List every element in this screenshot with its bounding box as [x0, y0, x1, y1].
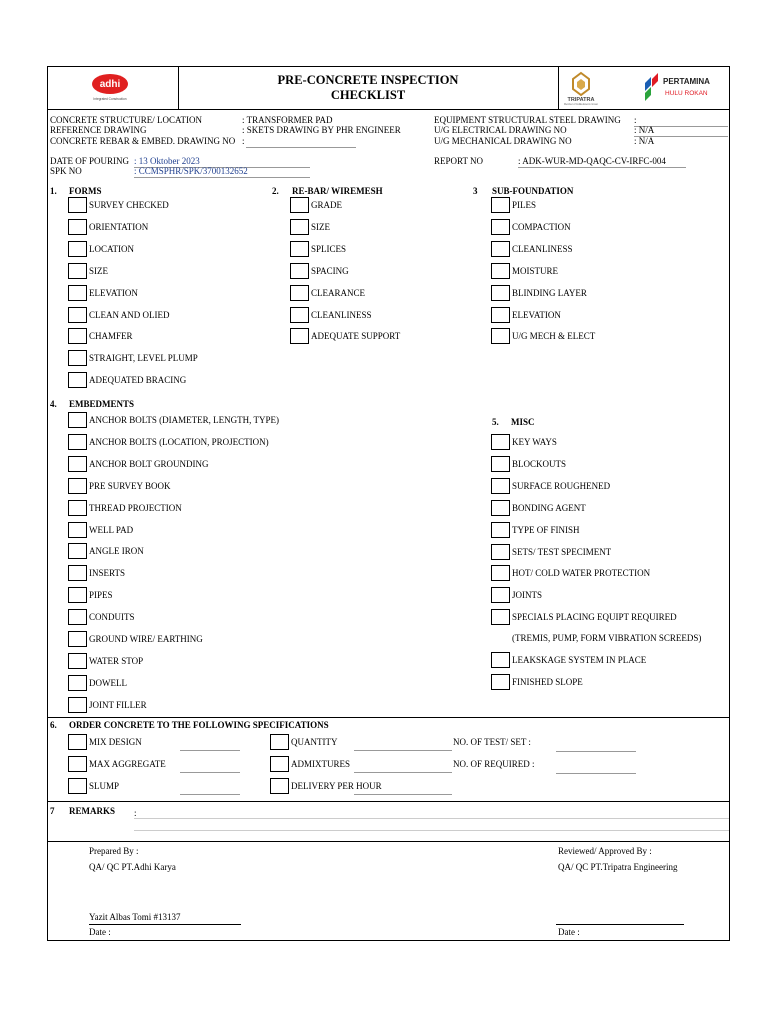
no-of-test-input[interactable] — [556, 751, 636, 752]
checklist-item-label: PIPES — [89, 590, 113, 601]
checklist-item-label: ANGLE IRON — [89, 546, 144, 557]
checklist-item-label: U/G MECH & ELECT — [512, 331, 596, 342]
form-title-line1: PRE-CONCRETE INSPECTION — [277, 73, 459, 87]
checkbox[interactable] — [68, 285, 87, 301]
checklist-item-label: BLINDING LAYER — [512, 287, 587, 298]
spk-value: : CCMSPHR/SPK/3700132652 — [134, 166, 248, 176]
checkbox[interactable] — [68, 350, 87, 366]
checklist-item-label: MOISTURE — [512, 265, 559, 276]
checkbox[interactable] — [68, 263, 87, 279]
order-title: ORDER CONCRETE TO THE FOLLOWING SPECIFICATIONS — [69, 720, 329, 730]
checkbox[interactable] — [68, 522, 87, 538]
ug-electrical-label: U/G ELECTRICAL DRAWING NO — [434, 125, 567, 135]
checklist-item-label: SURVEY CHECKED — [89, 200, 169, 210]
checklist-item-label: SIZE — [89, 265, 108, 276]
checkbox[interactable] — [270, 756, 289, 772]
reviewed-date-label: Date : — [558, 927, 580, 937]
embedments-num: 4. — [50, 399, 57, 409]
checklist-item-label: CLEARANCE — [311, 287, 365, 298]
checkbox[interactable] — [68, 197, 87, 213]
rebar-drawing-label: CONCRETE REBAR & EMBED. DRAWING NO — [50, 136, 236, 146]
misc-title: MISC — [511, 417, 535, 427]
pertamina-logo-text: PERTAMINA — [663, 77, 710, 86]
checkbox[interactable] — [491, 263, 510, 279]
checkbox[interactable] — [68, 653, 87, 669]
checkbox[interactable] — [491, 522, 510, 538]
checklist-item-label: JOINT FILLER — [89, 699, 147, 710]
spk-underline — [134, 177, 310, 178]
checkbox[interactable] — [491, 197, 510, 213]
checkbox[interactable] — [491, 456, 510, 472]
checkbox[interactable] — [290, 219, 309, 235]
checklist-item-label: GRADE — [311, 200, 342, 210]
checklist-item-label: PRE SURVEY BOOK — [89, 480, 171, 491]
remarks-line-2[interactable] — [134, 830, 729, 831]
checklist-item-label: THREAD PROJECTION — [89, 502, 182, 513]
checklist-item-label: WELL PAD — [89, 524, 134, 535]
report-value: : ADK-WUR-MD-QAQC-CV-IRFC-004 — [518, 156, 666, 166]
subfoundation-title: SUB-FOUNDATION — [492, 186, 574, 196]
checklist-item-label: SETS/ TEST SPECIMENT — [512, 546, 612, 557]
no-of-test-label: NO. OF TEST/ SET : — [453, 737, 531, 747]
checklist-item-label: WATER STOP — [89, 655, 144, 666]
rebar-drawing-value: : — [242, 136, 245, 146]
checklist-item-label: COMPACTION — [512, 221, 571, 232]
forms-title: FORMS — [69, 186, 102, 196]
rebar-drawing-underline — [246, 147, 356, 148]
adhi-logo-text: adhi — [99, 79, 121, 90]
checklist-item-label: SIZE — [311, 221, 330, 232]
rebar-num: 2. — [272, 186, 279, 196]
order-item-label: QUANTITY — [291, 737, 338, 747]
checkbox[interactable] — [290, 285, 309, 301]
order-value-input[interactable] — [180, 794, 240, 795]
checkbox[interactable] — [491, 609, 510, 625]
checkbox[interactable] — [68, 543, 87, 559]
signature-top-rule — [48, 841, 729, 842]
checklist-item-label: BLOCKOUTS — [512, 458, 567, 469]
checkbox[interactable] — [491, 674, 510, 690]
checkbox[interactable] — [68, 478, 87, 494]
checklist-item-label: DOWELL — [89, 677, 127, 688]
checklist-item-label: LOCATION — [89, 243, 134, 254]
checklist-item-label: SPECIALS PLACING EQUIPT REQUIRED — [512, 612, 677, 623]
misc-note: (TREMIS, PUMP, FORM VIBRATION SCREEDS) — [512, 633, 702, 643]
order-value-input[interactable] — [354, 794, 452, 795]
date-pouring-value: : 13 Oktober 2023 — [134, 156, 200, 166]
adhi-logo-tagline: Integrated Construction — [93, 97, 127, 101]
order-num: 6. — [50, 720, 57, 730]
checkbox[interactable] — [68, 219, 87, 235]
checklist-item-label: CONDUITS — [89, 612, 135, 623]
checklist-item-label: CLEANLINESS — [512, 243, 573, 254]
checkbox[interactable] — [68, 631, 87, 647]
order-item-label: MIX DESIGN — [89, 737, 142, 747]
checklist-item-label: ANCHOR BOLTS (LOCATION, PROJECTION) — [89, 436, 269, 447]
ug-mechanical-label: U/G MECHANICAL DRAWING NO — [434, 136, 572, 146]
remarks-title: REMARKS — [69, 806, 116, 816]
tripatra-logo-tagline: Member of Indika Energy Group — [563, 103, 599, 105]
order-item-label: ADMIXTURES — [291, 759, 351, 769]
checkbox[interactable] — [491, 500, 510, 516]
form-title-line2: CHECKLIST — [330, 88, 406, 102]
header-divider-right — [558, 67, 559, 109]
checklist-item-label: GROUND WIRE/ EARTHING — [89, 634, 203, 644]
no-of-required-input[interactable] — [556, 773, 636, 774]
checkbox[interactable] — [68, 587, 87, 603]
checklist-item-label: ANCHOR BOLTS (DIAMETER, LENGTH, TYPE) — [89, 415, 279, 425]
checkbox[interactable] — [68, 697, 87, 713]
checklist-item-label: FINISHED SLOPE — [512, 676, 583, 687]
ug-electrical-value: : N/A — [634, 125, 655, 135]
checklist-item-label: ANCHOR BOLT GROUNDING — [89, 458, 209, 469]
checkbox[interactable] — [68, 565, 87, 581]
prepared-signature-line — [89, 924, 241, 925]
remarks-num: 7 — [50, 806, 55, 816]
inspection-form — [47, 66, 730, 941]
checkbox[interactable] — [68, 756, 87, 772]
checkbox[interactable] — [491, 478, 510, 494]
checklist-item-label: SPLICES — [311, 243, 347, 254]
checkbox[interactable] — [270, 734, 289, 750]
order-value-input[interactable] — [354, 772, 452, 773]
prepared-date-label: Date : — [89, 927, 111, 937]
checkbox[interactable] — [491, 587, 510, 603]
checkbox[interactable] — [68, 434, 87, 450]
checkbox[interactable] — [491, 307, 510, 323]
reviewed-by-label: Reviewed/ Approved By : — [558, 846, 652, 856]
report-underline — [518, 167, 686, 168]
order-top-rule — [48, 717, 729, 718]
checkbox[interactable] — [290, 241, 309, 257]
pertamina-logo-sub: HULU ROKAN — [665, 90, 708, 97]
checkbox[interactable] — [68, 609, 87, 625]
checkbox[interactable] — [290, 307, 309, 323]
order-value-input[interactable] — [180, 750, 240, 751]
checkbox[interactable] — [68, 734, 87, 750]
order-item-label: MAX AGGREGATE — [89, 759, 166, 769]
checklist-item-label: ELEVATION — [512, 309, 561, 320]
adhi-logo — [86, 72, 134, 102]
checkbox[interactable] — [491, 434, 510, 450]
subfoundation-num: 3 — [473, 186, 478, 196]
header-bottom-rule — [48, 109, 729, 110]
checkbox[interactable] — [68, 778, 87, 794]
checkbox[interactable] — [68, 307, 87, 323]
tripatra-logo-text: TRIPATRA — [567, 97, 595, 103]
spk-label: SPK NO — [50, 166, 82, 176]
checklist-item-label: STRAIGHT, LEVEL PLUMP — [89, 353, 198, 364]
checklist-item-label: ORIENTATION — [89, 221, 149, 232]
concrete-structure-label: CONCRETE STRUCTURE/ LOCATION — [50, 115, 203, 125]
order-item-label: DELIVERY PER HOUR — [291, 781, 382, 791]
order-value-input[interactable] — [354, 750, 452, 751]
rebar-title: RE-BAR/ WIREMESH — [292, 186, 383, 196]
checkbox[interactable] — [68, 500, 87, 516]
checkbox[interactable] — [491, 652, 510, 668]
checkbox[interactable] — [491, 241, 510, 257]
misc-num: 5. — [492, 417, 499, 427]
checklist-item-label: ADEQUATED BRACING — [89, 375, 187, 386]
checklist-item-label: LEAKSKAGE SYSTEM IN PLACE — [512, 655, 647, 665]
report-label: REPORT NO — [434, 156, 484, 166]
remarks-line-1[interactable] — [134, 818, 729, 819]
remarks-top-rule — [48, 801, 729, 802]
checklist-item-label: ADEQUATE SUPPORT — [311, 331, 401, 342]
order-value-input[interactable] — [180, 772, 240, 773]
checklist-item-label: SPACING — [311, 265, 349, 276]
prepared-by-label: Prepared By : — [89, 846, 139, 856]
checklist-item-label: PILES — [512, 200, 537, 210]
no-of-required-label: NO. OF REQUIRED : — [453, 759, 535, 769]
prepared-by-org: QA/ QC PT.Adhi Karya — [89, 862, 176, 872]
equip-steel-value: : — [634, 115, 637, 125]
remarks-colon: : — [134, 808, 137, 818]
reviewed-by-org: QA/ QC PT.Tripatra Engineering — [558, 862, 678, 872]
prepared-by-name: Yazit Albas Tomi #13137 — [89, 912, 181, 922]
equip-steel-label: EQUIPMENT STRUCTURAL STEEL DRAWING — [434, 115, 621, 125]
order-item-label: SLUMP — [89, 781, 120, 791]
checkbox[interactable] — [290, 197, 309, 213]
checkbox[interactable] — [68, 456, 87, 472]
checklist-item-label: SURFACE ROUGHENED — [512, 480, 611, 491]
checklist-item-label: BONDING AGENT — [512, 502, 586, 513]
checklist-item-label: CHAMFER — [89, 331, 133, 342]
checkbox[interactable] — [68, 372, 87, 388]
reviewed-signature-line — [556, 924, 684, 925]
checklist-item-label: JOINTS — [512, 590, 543, 601]
tripatra-logo — [560, 71, 602, 105]
date-pouring-label: DATE OF POURING — [50, 156, 130, 166]
checkbox[interactable] — [270, 778, 289, 794]
checklist-item-label: TYPE OF FINISH — [512, 524, 580, 535]
forms-num: 1. — [50, 186, 57, 196]
checklist-item-label: KEY WAYS — [512, 437, 557, 447]
checkbox[interactable] — [290, 263, 309, 279]
reference-drawing-label: REFERENCE DRAWING — [50, 125, 147, 135]
checkbox[interactable] — [491, 285, 510, 301]
pertamina-logo — [643, 73, 723, 105]
checklist-item-label: HOT/ COLD WATER PROTECTION — [512, 568, 651, 579]
checkbox[interactable] — [68, 412, 87, 428]
checkbox[interactable] — [491, 544, 510, 560]
checklist-item-label: CLEAN AND OLIED — [89, 309, 170, 320]
checkbox[interactable] — [491, 565, 510, 581]
checkbox[interactable] — [491, 328, 510, 344]
checklist-item-label: INSERTS — [89, 568, 125, 579]
checklist-item-label: CLEANLINESS — [311, 309, 372, 320]
reference-drawing-value: : SKETS DRAWING BY PHR ENGINEER — [242, 125, 401, 135]
checkbox[interactable] — [68, 241, 87, 257]
checkbox[interactable] — [68, 675, 87, 691]
checklist-item-label: ELEVATION — [89, 287, 138, 298]
checkbox[interactable] — [491, 219, 510, 235]
embedments-title: EMBEDMENTS — [69, 399, 135, 409]
checkbox[interactable] — [290, 328, 309, 344]
ug-mechanical-value: : N/A — [634, 136, 655, 146]
checkbox[interactable] — [68, 328, 87, 344]
concrete-structure-value: : TRANSFORMER PAD — [242, 115, 333, 125]
